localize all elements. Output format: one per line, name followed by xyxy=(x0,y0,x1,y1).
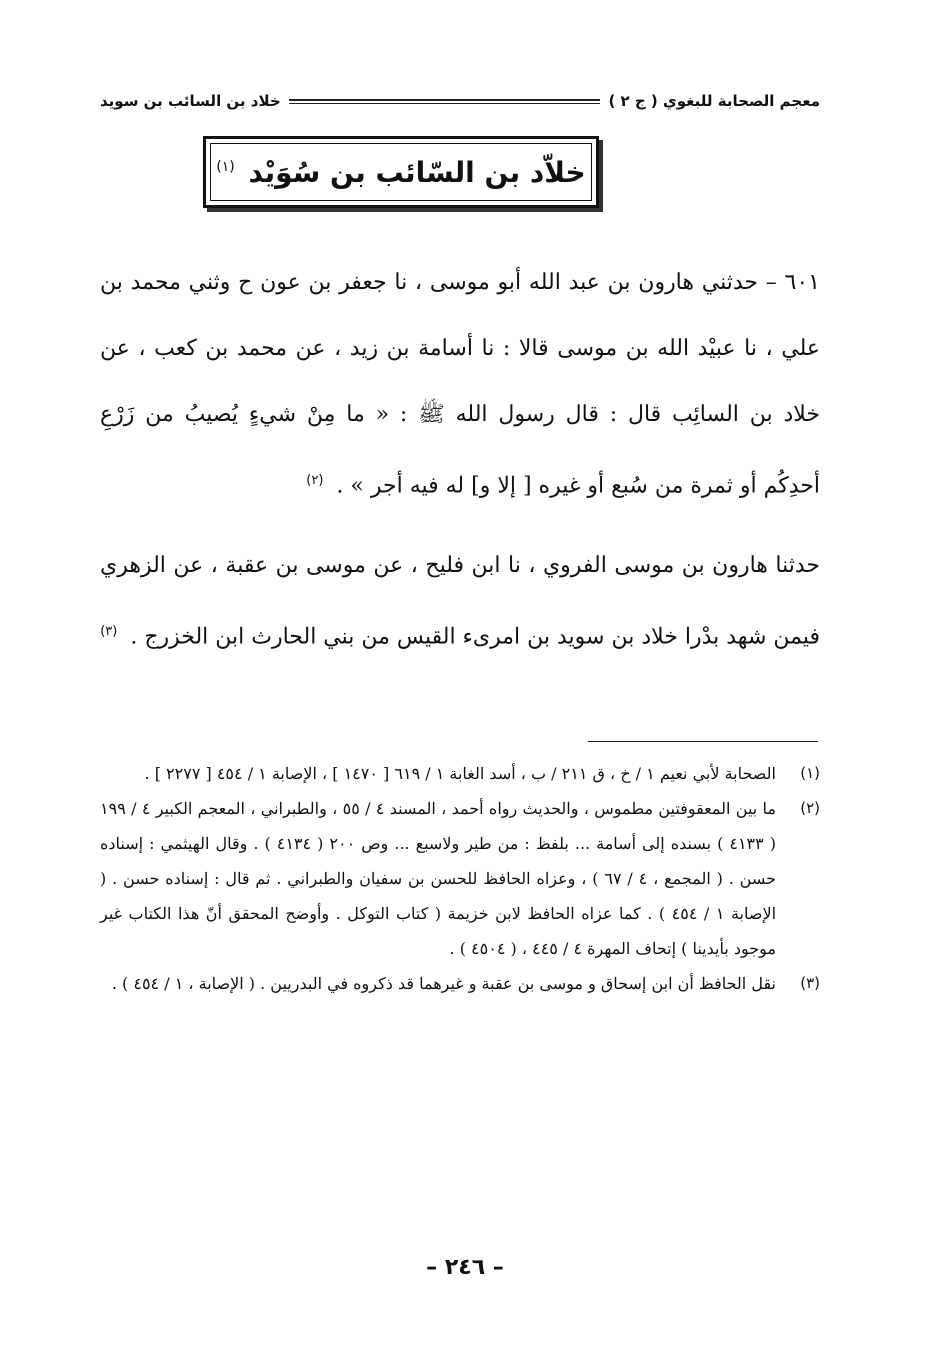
entry-title-text: خلاّد بن السّائب بن سُوَيْد xyxy=(248,155,586,189)
second-paragraph-text: حدثنا هارون بن موسى الفروي ، نا ابن فليح ، عن موسى بن عقبة ، عن الزهري فيمن شهد بدْرا خلاد بن سويد بن امرىء القيس من بني الحارث ابن الخزرج . xyxy=(100,553,820,650)
entry-title xyxy=(216,156,586,189)
footnote-separator xyxy=(588,741,818,742)
header-rule xyxy=(289,99,601,104)
footnote-mark: (١) xyxy=(800,764,820,782)
body-text xyxy=(100,250,820,671)
second-paragraph xyxy=(100,533,820,670)
hadith-number: ٦٠١ – xyxy=(765,270,820,295)
hadith-text: حدثني هارون بن عبد الله أبو موسى ، نا جعفر بن عون ح وثني محمد بن علي ، نا عبيْد الله بن موسى قالا : نا أسامة بن زيد ، عن محمد بن كعب ، عن خلاد بن السائِب قال : قال رسول الله ﷺ : « ما مِنْ شيءٍ يُصيبُ من زَرْعِ أحدِكُم أو ثمرة من سُبع أو غيره [ إلا و] له فيه أجر » . xyxy=(100,270,820,499)
footnote-text: نقل الحافظ أن ابن إسحاق و موسى بن عقبة و غيرهما قد ذكروه في البدريين . ( الإصابة ، ١ / ٤٥٤ ) . xyxy=(111,974,776,993)
footnote-item xyxy=(100,791,820,966)
footnote-text: ما بين المعقوفتين مطموس ، والحديث رواه أحمد ، المسند ٤ / ٥٥ ، والطبراني ، المعجم الكبير ٤ / ١٩٩ ( ٤١٣٣ ) بسنده إلى أسامة ... بلفظ : من طير ولاسبع ... وص ٢٠٠ ( ٤١٣٤ ) . وقال الهيثمي : إسناده حسن . ( المجمع ، ٤ / ٦٧ ) ، وعزاه الحافظ للحسن بن سفيان والطبراني . ثم قال : إسناده حسن . ( الإصابة ١ / ٤٥٤ ) . كما عزاه الحافظ لابن خزيمة ( كتاب التوكل . وأوضح المحقق أنّ هذا الكتاب غير موجود بأيدينا ) إتحاف المهرة ٤ / ٤٤٥ ، ( ٤٥٠٤ ) . xyxy=(100,799,777,958)
footnote-mark: (٣) xyxy=(800,974,820,992)
header-book-title: معجم الصحابة للبغوي ( ج ٢ ) xyxy=(608,92,820,110)
page-number: – ٢٤٦ – xyxy=(426,1255,504,1280)
footnote-ref-3: (٣) xyxy=(100,624,118,640)
hadith-paragraph xyxy=(100,250,820,519)
footnote-item xyxy=(100,966,820,1001)
footnotes xyxy=(100,756,820,1001)
running-header xyxy=(100,88,820,114)
title-footnote-ref: (١) xyxy=(216,159,235,176)
header-subject: خلاد بن السائب بن سويد xyxy=(100,92,281,110)
footnote-mark: (٢) xyxy=(800,799,820,817)
footnote-text: الصحابة لأبي نعيم ١ / خ ، ق ٢١١ / ب ، أسد الغابة ١ / ٦١٩ [ ١٤٧٠ ] ، الإصابة ١ / ٤٥٤ [ ٢٢٧٧ ] . xyxy=(144,764,776,783)
footnote-ref-2: (٢) xyxy=(306,473,324,488)
entry-title-box xyxy=(203,136,599,208)
footnote-item xyxy=(100,756,820,791)
